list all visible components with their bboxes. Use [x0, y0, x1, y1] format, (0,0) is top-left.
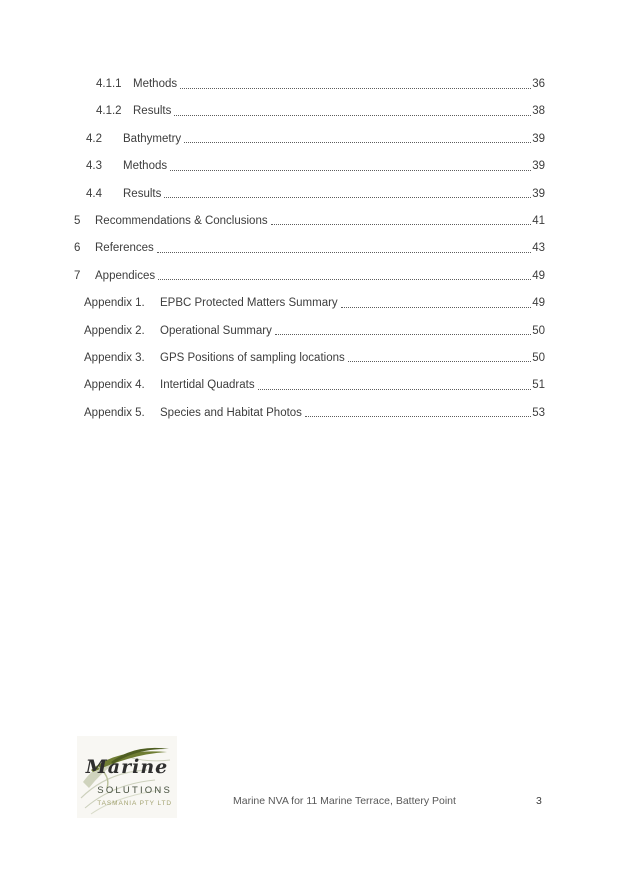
logo-tasmania-text: TASMANIA PTY LTD: [97, 800, 172, 807]
toc-entry-number: Appendix 2.: [84, 324, 145, 337]
dot-leader: [258, 389, 532, 390]
toc-entry-number: 4.3: [86, 160, 102, 173]
toc-entry-page: 36: [532, 78, 545, 90]
dot-leader: [348, 361, 531, 362]
toc-entry-number: 7: [74, 269, 81, 282]
toc-entry-page: 50: [532, 324, 545, 337]
toc-entry-page: 53: [532, 406, 545, 419]
toc-entry-number: 4.1.1: [96, 78, 122, 90]
toc-entry-title: Methods: [133, 78, 178, 90]
toc-entry-number: Appendix 3.: [84, 351, 145, 364]
toc-entry-title: References: [95, 242, 154, 255]
toc-entry[interactable]: [74, 132, 545, 146]
toc-entry[interactable]: [74, 324, 545, 338]
toc-entry-title: EPBC Protected Matters Summary: [160, 297, 338, 310]
logo-brand-name: Marine: [85, 756, 169, 778]
dot-leader: [157, 252, 531, 253]
dot-leader: [174, 115, 531, 116]
dot-leader: [184, 142, 531, 143]
toc-entry[interactable]: [74, 378, 545, 392]
toc-entry[interactable]: [74, 159, 545, 173]
toc-entry-page: 39: [532, 132, 545, 145]
toc-entry[interactable]: [74, 351, 545, 365]
toc-entry-title: Results: [133, 105, 172, 118]
toc-entry-title: Operational Summary: [160, 324, 272, 337]
toc-entry-title: Intertidal Quadrats: [160, 379, 255, 392]
dot-leader: [170, 170, 531, 171]
toc-entry-page: 49: [532, 269, 545, 282]
toc-entry-title: GPS Positions of sampling locations: [160, 351, 345, 364]
toc-entry-page: 38: [532, 105, 545, 118]
toc-entry-title: Methods: [123, 160, 168, 173]
dot-leader: [158, 279, 531, 280]
toc-entry-page: 41: [532, 214, 545, 227]
toc-entry-title: Bathymetry: [123, 132, 182, 145]
toc-entry[interactable]: [74, 406, 545, 420]
dot-leader: [305, 416, 531, 417]
toc-entry-page: 50: [532, 351, 545, 364]
dot-leader: [341, 307, 532, 308]
toc-entry-number: Appendix 4.: [84, 379, 145, 392]
toc-entry-number: 4.4: [86, 187, 102, 200]
toc-entry-title: Appendices: [95, 269, 156, 282]
toc-entry[interactable]: [74, 296, 545, 310]
toc-entry[interactable]: [74, 241, 545, 255]
dot-leader: [275, 334, 531, 335]
dot-leader: [180, 88, 531, 89]
toc-entry[interactable]: [74, 77, 545, 91]
toc-entry-number: 6: [74, 242, 81, 255]
toc-entry[interactable]: [74, 269, 545, 283]
toc-entry-page: 49: [532, 297, 545, 310]
footer-document-title: Marine NVA for 11 Marine Terrace, Battery Point: [233, 795, 456, 807]
toc-entry-number: 5: [74, 214, 81, 227]
toc-entry-title: Species and Habitat Photos: [160, 406, 302, 419]
toc-entry-page: 39: [532, 187, 545, 200]
toc-entry-number: 4.1.2: [96, 105, 122, 118]
footer-page-number: 3: [536, 795, 542, 807]
table-of-contents: [74, 77, 545, 433]
toc-entry-title: Results: [123, 187, 162, 200]
toc-entry-title: Recommendations & Conclusions: [95, 214, 268, 227]
dot-leader: [271, 224, 532, 225]
toc-entry-number: Appendix 5.: [84, 406, 145, 419]
logo-solutions-text: SOLUTIONS: [97, 785, 172, 796]
toc-entry-page: 51: [532, 379, 545, 392]
toc-entry[interactable]: [74, 187, 545, 201]
toc-entry[interactable]: [74, 214, 545, 228]
toc-entry-page: 43: [532, 242, 545, 255]
toc-entry[interactable]: [74, 104, 545, 118]
toc-entry-number: Appendix 1.: [84, 297, 145, 310]
company-logo: [77, 736, 177, 818]
toc-entry-number: 4.2: [86, 132, 102, 145]
toc-entry-page: 39: [532, 160, 545, 173]
dot-leader: [164, 197, 531, 198]
